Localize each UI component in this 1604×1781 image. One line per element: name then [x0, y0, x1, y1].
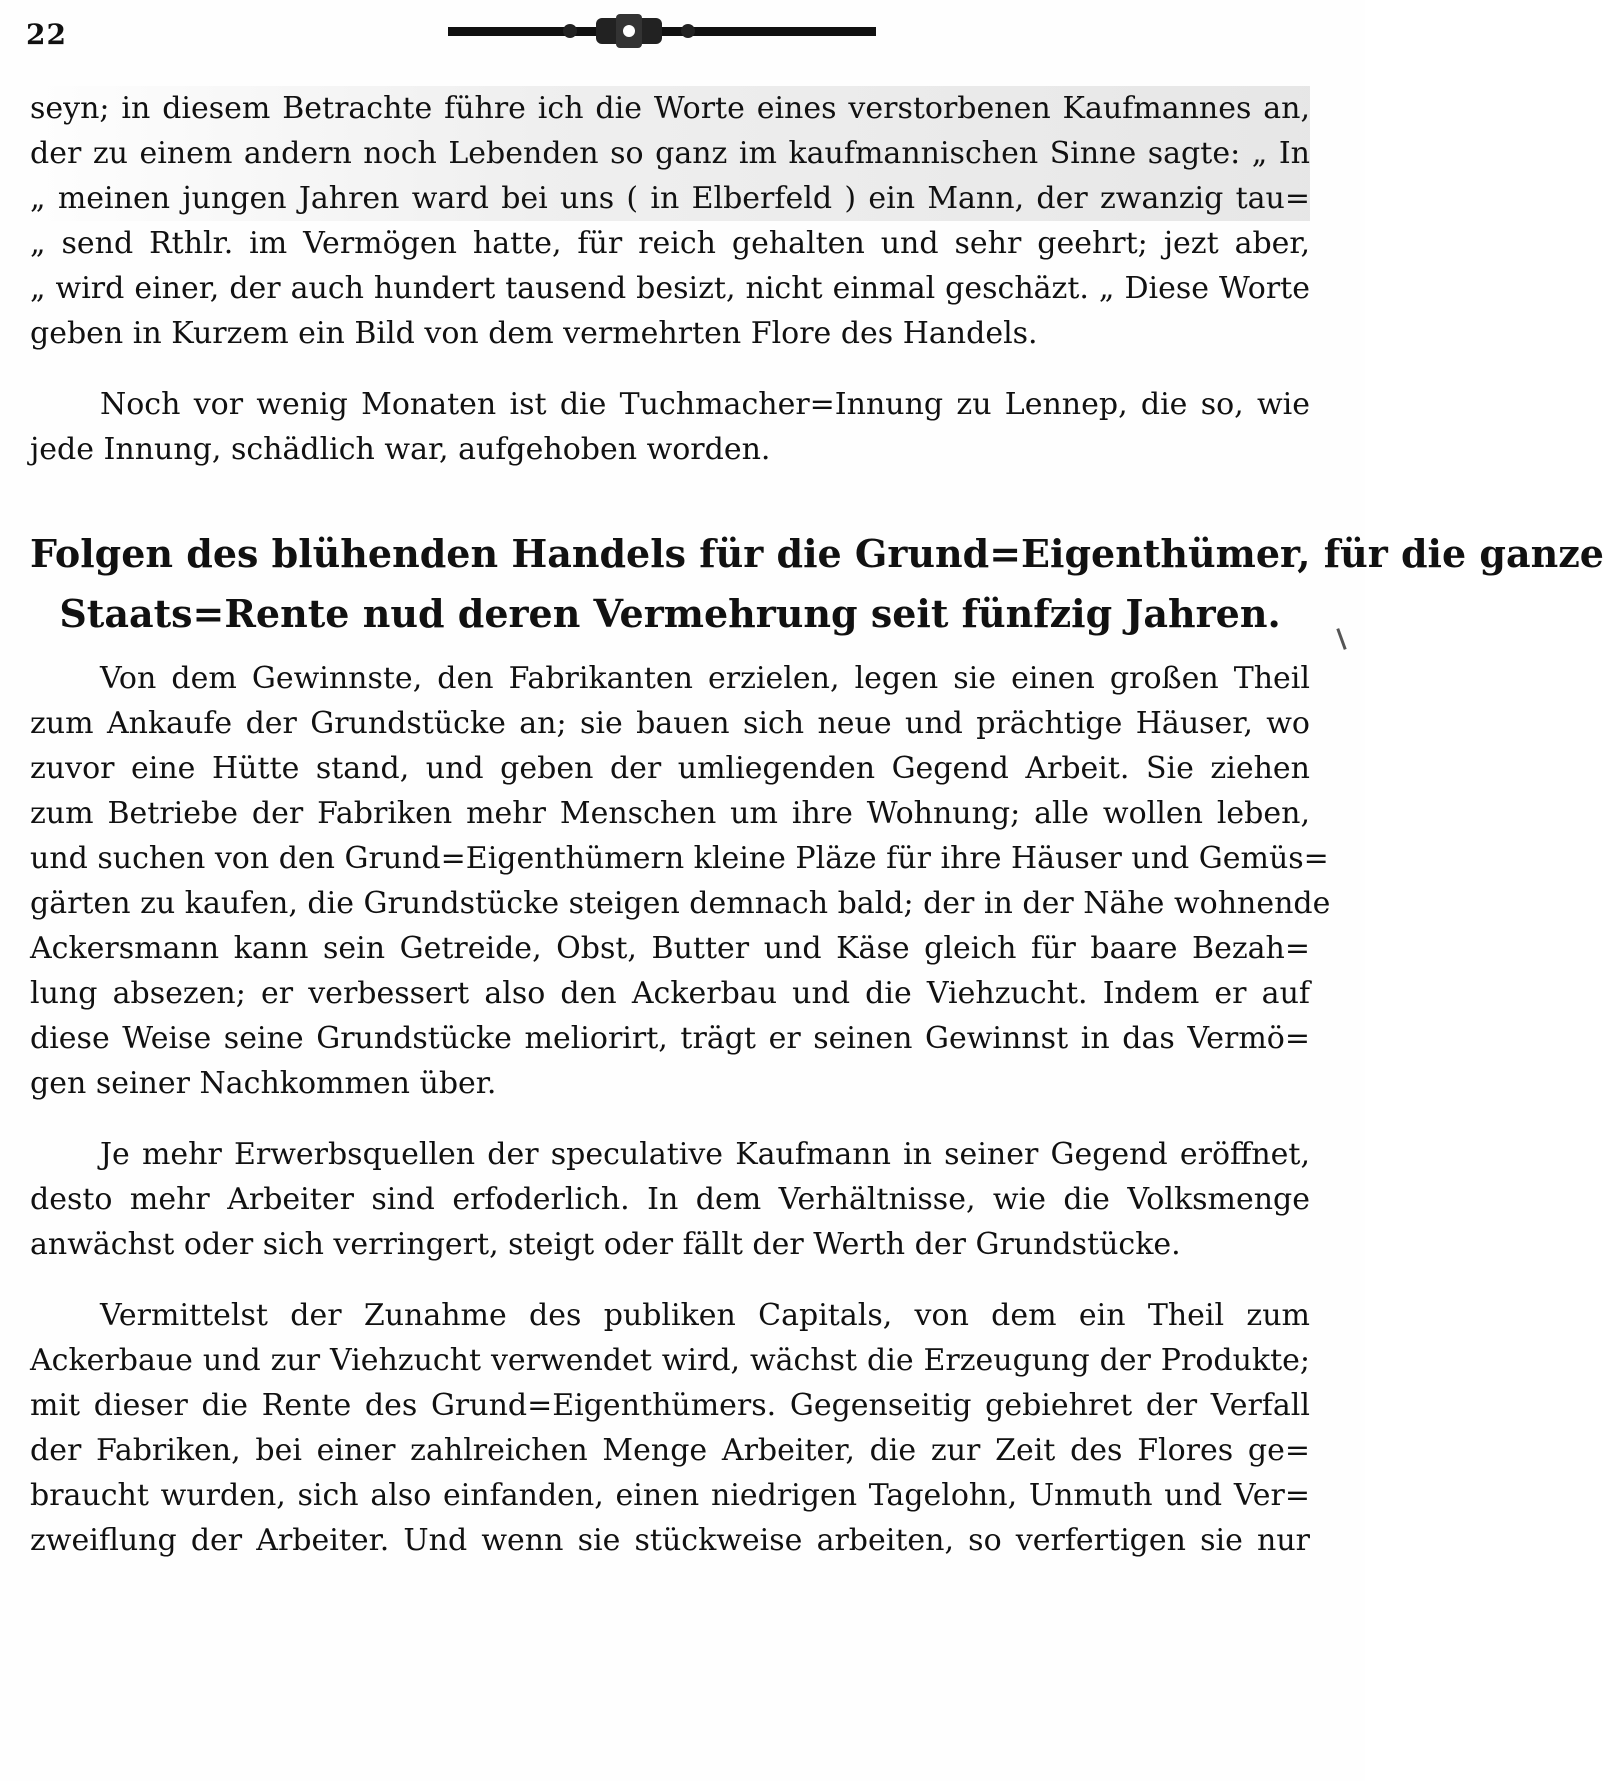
margin-mark: [1336, 628, 1346, 650]
section-heading: [30, 524, 1604, 644]
text-line: „ wird einer, der auch hundert tausend besizt, nicht einmal geschäzt. „ Diese Worte: [30, 271, 1310, 306]
text-line: der zu einem andern noch Lebenden so ganz im kaufmannischen Sinne sagte: „ In: [30, 131, 1310, 176]
text-line: gen seiner Nachkommen über.: [30, 1066, 497, 1101]
text-line: mit dieser die Rente des Grund=Eigenthümers. Gegenseitig gebiehret der Verfall: [30, 1388, 1310, 1423]
paragraph: [30, 1293, 1310, 1563]
text-line: Ackersmann kann sein Getreide, Obst, Butter und Käse gleich für baare Bezah=: [30, 931, 1310, 966]
page-number: 22: [26, 18, 67, 51]
text-line: desto mehr Arbeiter sind erfoderlich. In dem Verhältnisse, wie die Volksmenge: [30, 1182, 1310, 1217]
text-line: zum Betriebe der Fabriken mehr Menschen um ihre Wohnung; alle wollen leben,: [30, 796, 1310, 831]
header-ornament: [448, 14, 876, 48]
text-line: gärten zu kaufen, die Grundstücke steigen demnach bald; der in der Nähe wohnende: [30, 886, 1331, 921]
paragraph: [30, 1132, 1310, 1267]
text-line: diese Weise seine Grundstücke meliorirt, trägt er seinen Gewinnst in das Vermö=: [30, 1021, 1310, 1056]
text-line: Ackerbaue und zur Viehzucht verwendet wird, wächst die Erzeugung der Produkte;: [30, 1343, 1310, 1378]
text-line: „ send Rthlr. im Vermögen hatte, für reich gehalten und sehr geehrt; jezt aber,: [30, 226, 1310, 261]
paragraph: [30, 382, 1310, 472]
text-line: und suchen von den Grund=Eigenthümern kleine Pläze für ihre Häuser und Gemüs=: [30, 841, 1329, 876]
text-line: lung absezen; er verbessert also den Ackerbau und die Viehzucht. Indem er auf: [30, 976, 1310, 1011]
text-line: Noch vor wenig Monaten ist die Tuchmacher=Innung zu Lennep, die so, wie: [100, 387, 1310, 422]
text-line: „ meinen jungen Jahren ward bei uns ( in Elberfeld ) ein Mann, der zwanzig tau=: [30, 176, 1310, 221]
text-line: zuvor eine Hütte stand, und geben der umliegenden Gegend Arbeit. Sie ziehen: [30, 751, 1310, 786]
text-line: geben in Kurzem ein Bild von dem vermehrten Flore des Handels.: [30, 316, 1038, 351]
text-line: Vermittelst der Zunahme des publiken Capitals, von dem ein Theil zum: [100, 1298, 1310, 1333]
paragraph: [30, 656, 1331, 1106]
paragraph: [30, 86, 1310, 356]
text-line: jede Innung, schädlich war, aufgehoben worden.: [30, 432, 771, 467]
text-line: Von dem Gewinnste, den Fabrikanten erzielen, legen sie einen großen Theil: [100, 661, 1310, 696]
heading-line: Staats=Rente nud deren Vermehrung seit fünfzig Jahren.: [59, 591, 1281, 636]
text-line: zweiflung der Arbeiter. Und wenn sie stückweise arbeiten, so verfertigen sie nur: [30, 1523, 1310, 1558]
text-line: anwächst oder sich verringert, steigt oder fällt der Werth der Grundstücke.: [30, 1227, 1181, 1262]
text-line: Je mehr Erwerbsquellen der speculative Kaufmann in seiner Gegend eröffnet,: [100, 1137, 1310, 1172]
heading-line: Folgen des blühenden Handels für die Grund=Eigenthümer, für die ganze: [30, 531, 1604, 576]
text-line: braucht wurden, sich also einfanden, einen niedrigen Tagelohn, Unmuth und Ver=: [30, 1478, 1310, 1513]
body-text: [30, 86, 1604, 1563]
text-line: der Fabriken, bei einer zahlreichen Menge Arbeiter, die zur Zeit des Flores ge=: [30, 1433, 1310, 1468]
text-line: seyn; in diesem Betrachte führe ich die Worte eines verstorbenen Kaufmannes an,: [30, 86, 1310, 131]
text-line: zum Ankaufe der Grundstücke an; sie bauen sich neue und prächtige Häuser, wo: [30, 706, 1310, 741]
